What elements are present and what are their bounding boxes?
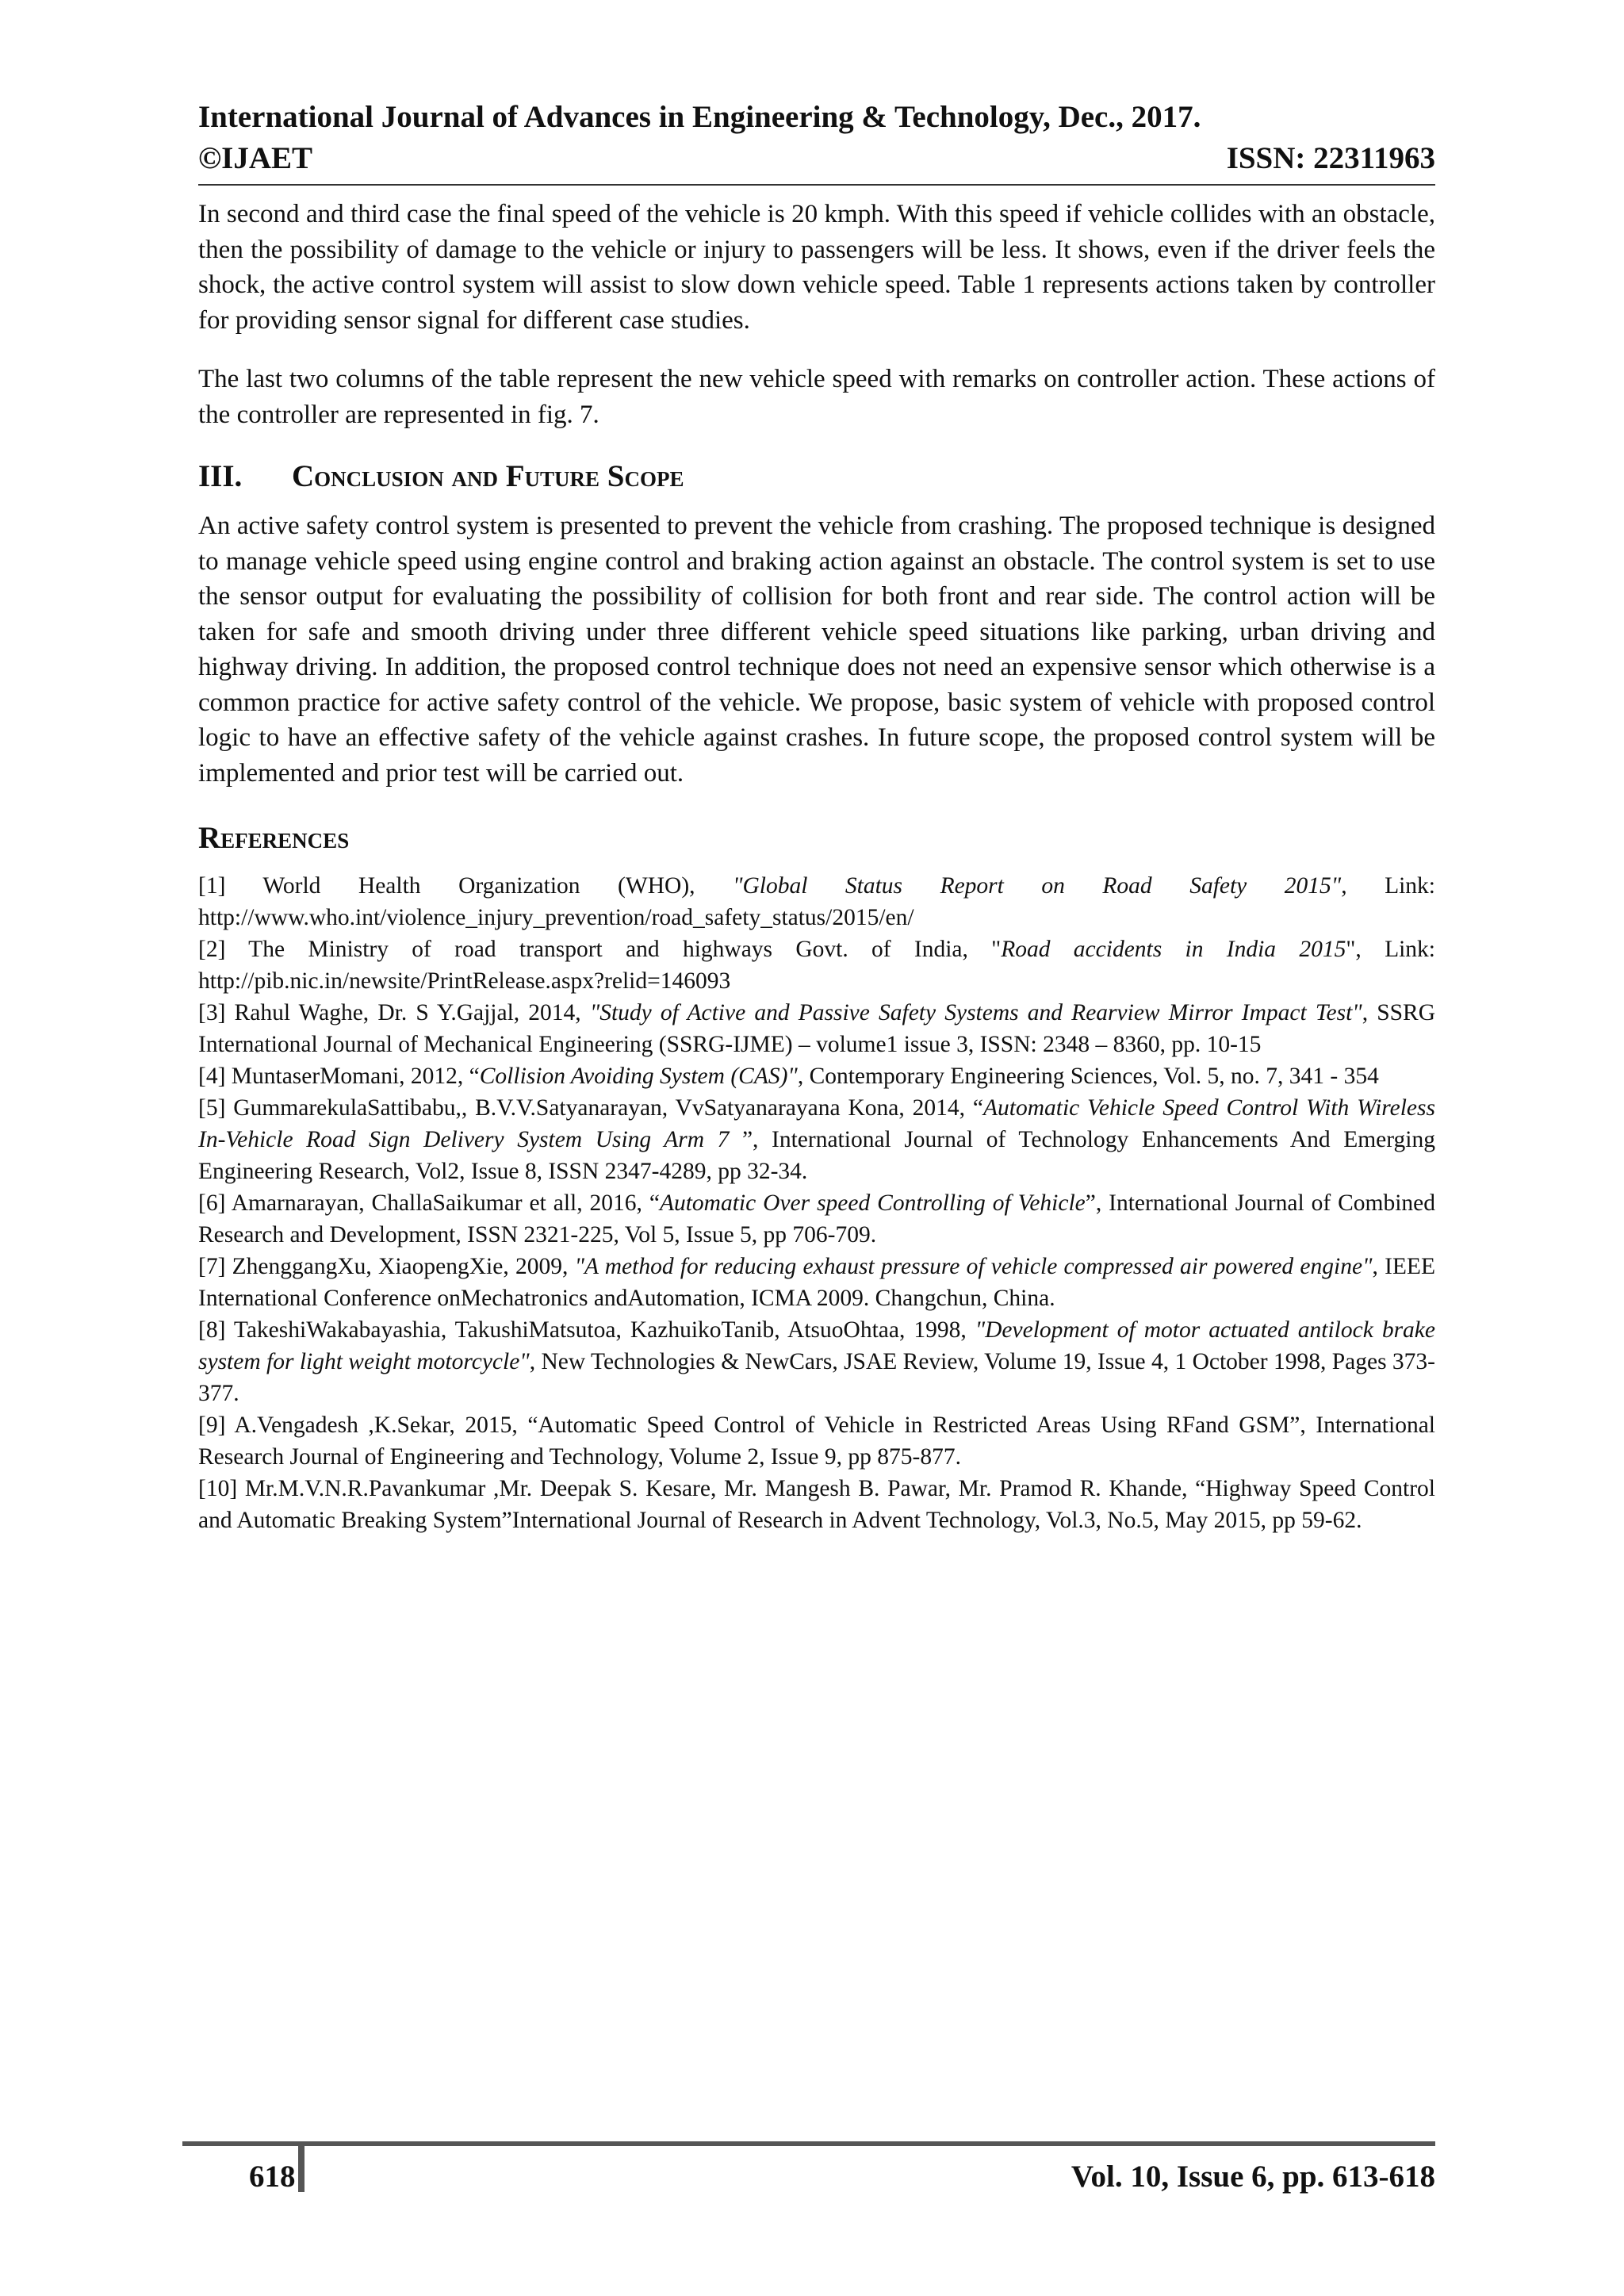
reference-list [198,870,1435,1536]
reference-item: [4] MuntaserMomani, 2012, “Collision Avoiding System (CAS)", Contemporary Engineering Sciences, Vol. 5, no. 7, 341 - 354 [198,1064,1379,1089]
publisher: ©IJAET [198,141,313,175]
reference-item: [1] World Health Organization (WHO), "Global Status Report on Road Safety 2015", Link: http://www.who.int/violence_injury_prevention/road_safety_status/2015/en/ [198,873,1435,930]
paragraph-1: In second and third case the final speed of the vehicle is 20 kmph. With this speed if vehicle collides with an obstacle, then the possibility of damage to the vehicle or injury to passengers will be less. It shows, even if the driver feels the shock, the active control system will assist to slow down vehicle speed. Table 1 represents actions taken by controller for providing sensor signal for different case studies. [198,200,1435,335]
paragraph-2: The last two columns of the table represent the new vehicle speed with remarks on controller action. These actions of the controller are represented in fig. 7. [198,365,1435,429]
reference-item: [3] Rahul Waghe, Dr. S Y.Gajjal, 2014, "Study of Active and Passive Safety Systems and Rearview Mirror Impact Test", SSRG International Journal of Mechanical Engineering (SSRG-IJME) – volume1 issue 3, ISSN: 2348 – 8360, pp. 10-15 [198,1000,1436,1057]
references-heading: References [198,821,350,855]
reference-item: [2] The Ministry of road transport and highways Govt. of India, "Road accidents in India 2015", Link: http://pib.nic.in/newsite/PrintRelease.aspx?relid=146093 [198,937,1435,994]
header-rule [198,184,1435,186]
running-header [198,97,1435,179]
page-footer [182,2141,1435,2205]
reference-item: [8] TakeshiWakabayashia, TakushiMatsutoa, KazhuikoTanib, AtsuoOhtaa, 1998, "Development of motor actuated antilock brake system for light weight motorcycle", New Technologies & NewCars, JSAE Review, Volume 19, Issue 4, 1 October 1998, Pages 373-377. [198,1317,1435,1406]
issn: ISSN: 22311963 [1226,141,1435,175]
footer-divider [298,2146,304,2192]
reference-item: [5] GummarekulaSattibabu,, B.V.V.Satyanarayan, VvSatyanarayana Kona, 2014, “Automatic Vehicle Speed Control With Wireless In-Vehicle Road Sign Delivery System Using Arm 7 ”, International Journal of Technology Enhancements And Emerging Engineering Research, Vol2, Issue 8, ISSN 2347-4289, pp 32-34. [198,1095,1435,1184]
footer-rule [182,2141,1435,2146]
section-title: Conclusion and Future Scope [292,459,684,493]
reference-item: [7] ZhenggangXu, XiaopengXie, 2009, "A method for reducing exhaust pressure of vehicle compressed air powered engine", IEEE International Conference onMechatronics andAutomation, ICMA 2009. Changchun, China. [198,1254,1435,1311]
section-number: III. [198,459,243,493]
reference-item: [6] Amarnarayan, ChallaSaikumar et all, 2016, “Automatic Over speed Controlling of Vehicle”, International Journal of Combined Research and Development, ISSN 2321-225, Vol 5, Issue 5, pp 706-709. [198,1190,1435,1248]
volume-info: Vol. 10, Issue 6, pp. 613-618 [1071,2160,1435,2194]
page-number: 618 [249,2160,296,2194]
journal-name: International Journal of Advances in Engineering & Technology, Dec., 2017. [198,100,1201,134]
article-body [198,197,1435,1536]
conclusion-paragraph: An active safety control system is presented to prevent the vehicle from crashing. The proposed technique is designed to manage vehicle speed using engine control and braking action against an obstacle. The control system is set to use the sensor output for evaluating the possibility of collision for both front and rear side. The control action will be taken for safe and smooth driving under three different vehicle speed situations like parking, urban driving and highway driving. In addition, the proposed control technique does not need an expensive sensor which otherwise is a common practice for active safety control of the vehicle. We propose, basic system of vehicle with proposed control logic to have an effective safety of the vehicle against crashes. In future scope, the proposed control system will be implemented and prior test will be carried out. [198,512,1435,788]
section-heading-conclusion [198,456,1435,497]
reference-item: [10] Mr.M.V.N.R.Pavankumar ,Mr. Deepak S. Kesare, Mr. Mangesh B. Pawar, Mr. Pramod R. Khande, “Highway Speed Control and Automatic Breaking System”International Journal of Research in Advent Technology, Vol.3, No.5, May 2015, pp 59-62. [198,1476,1435,1533]
reference-item: [9] A.Vengadesh ,K.Sekar, 2015, “Automatic Speed Control of Vehicle in Restricted Areas Using RFand GSM”, International Research Journal of Engineering and Technology, Volume 2, Issue 9, pp 875-877. [198,1412,1435,1470]
